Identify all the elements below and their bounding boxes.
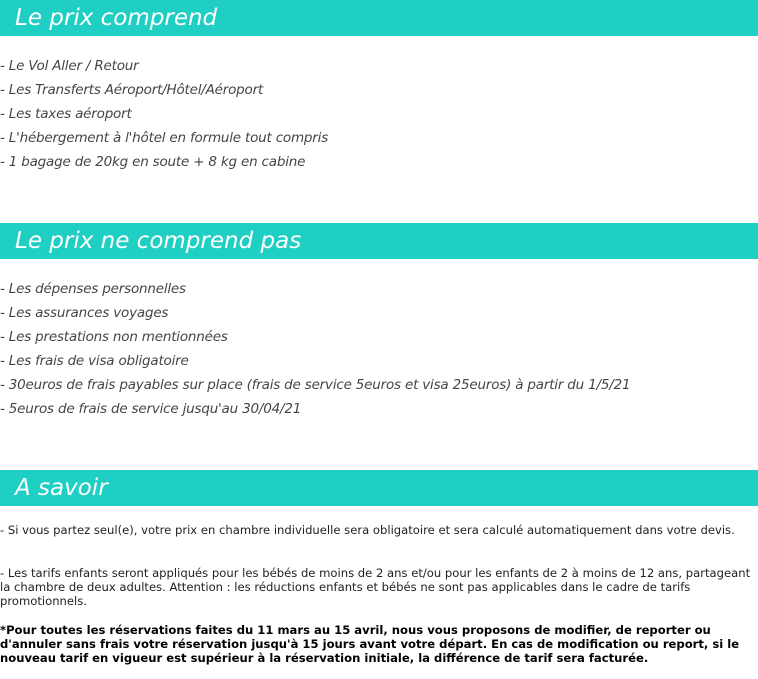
included-item: - 1 bagage de 20kg en soute + 8 kg en cabine — [0, 154, 306, 170]
included-item: - L'hébergement à l'hôtel en formule tout compris — [0, 130, 329, 146]
included-section-title: Le prix comprend — [15, 5, 218, 31]
info-section-title: A savoir — [15, 475, 108, 501]
included-item: - Les Transferts Aéroport/Hôtel/Aéroport — [0, 82, 264, 98]
info-children-rates-text: - Les tarifs enfants seront appliqués pour les bébés de moins de 2 ans et/ou pour les enfants de 2 à moins de 12 ans, partageant la chambre de deux adultes. Attention : les réductions enfants et bébés ne sont pas applicables dans le cadre de tarifs promotionnels. — [0, 566, 751, 608]
info-section-header — [0, 470, 758, 506]
excluded-item: - Les frais de visa obligatoire — [0, 353, 189, 369]
excluded-item: - 30euros de frais payables sur place (frais de service 5euros et visa 25euros) à partir du 1/5/21 — [0, 377, 631, 393]
included-section-header — [0, 0, 758, 36]
excluded-item: - 5euros de frais de service jusqu'au 30/04/21 — [0, 401, 302, 417]
info-booking-notice-text: *Pour toutes les réservations faites du 11 mars au 15 avril, nous vous proposons de modifier, de reporter ou d'annuler sans frais votre réservation jusqu'à 15 jours avant votre départ. En cas de modification ou report, si le nouveau tarif en vigueur est supérieur à la réservation initiale, la différence de tarif sera facturée. — [0, 623, 740, 665]
info-single-traveler-text: - Si vous partez seul(e), votre prix en chambre individuelle sera obligatoire et sera calculé automatiquement dans votre devis. — [0, 523, 735, 537]
excluded-item: - Les assurances voyages — [0, 305, 169, 321]
included-items-list — [0, 54, 328, 174]
excluded-item: - Les dépenses personnelles — [0, 281, 186, 297]
excluded-items-list — [0, 277, 630, 421]
included-item: - Le Vol Aller / Retour — [0, 58, 139, 74]
excluded-section-header — [0, 223, 758, 259]
included-item: - Les taxes aéroport — [0, 106, 132, 122]
excluded-section-title: Le prix ne comprend pas — [15, 228, 302, 254]
excluded-item: - Les prestations non mentionnées — [0, 329, 228, 345]
